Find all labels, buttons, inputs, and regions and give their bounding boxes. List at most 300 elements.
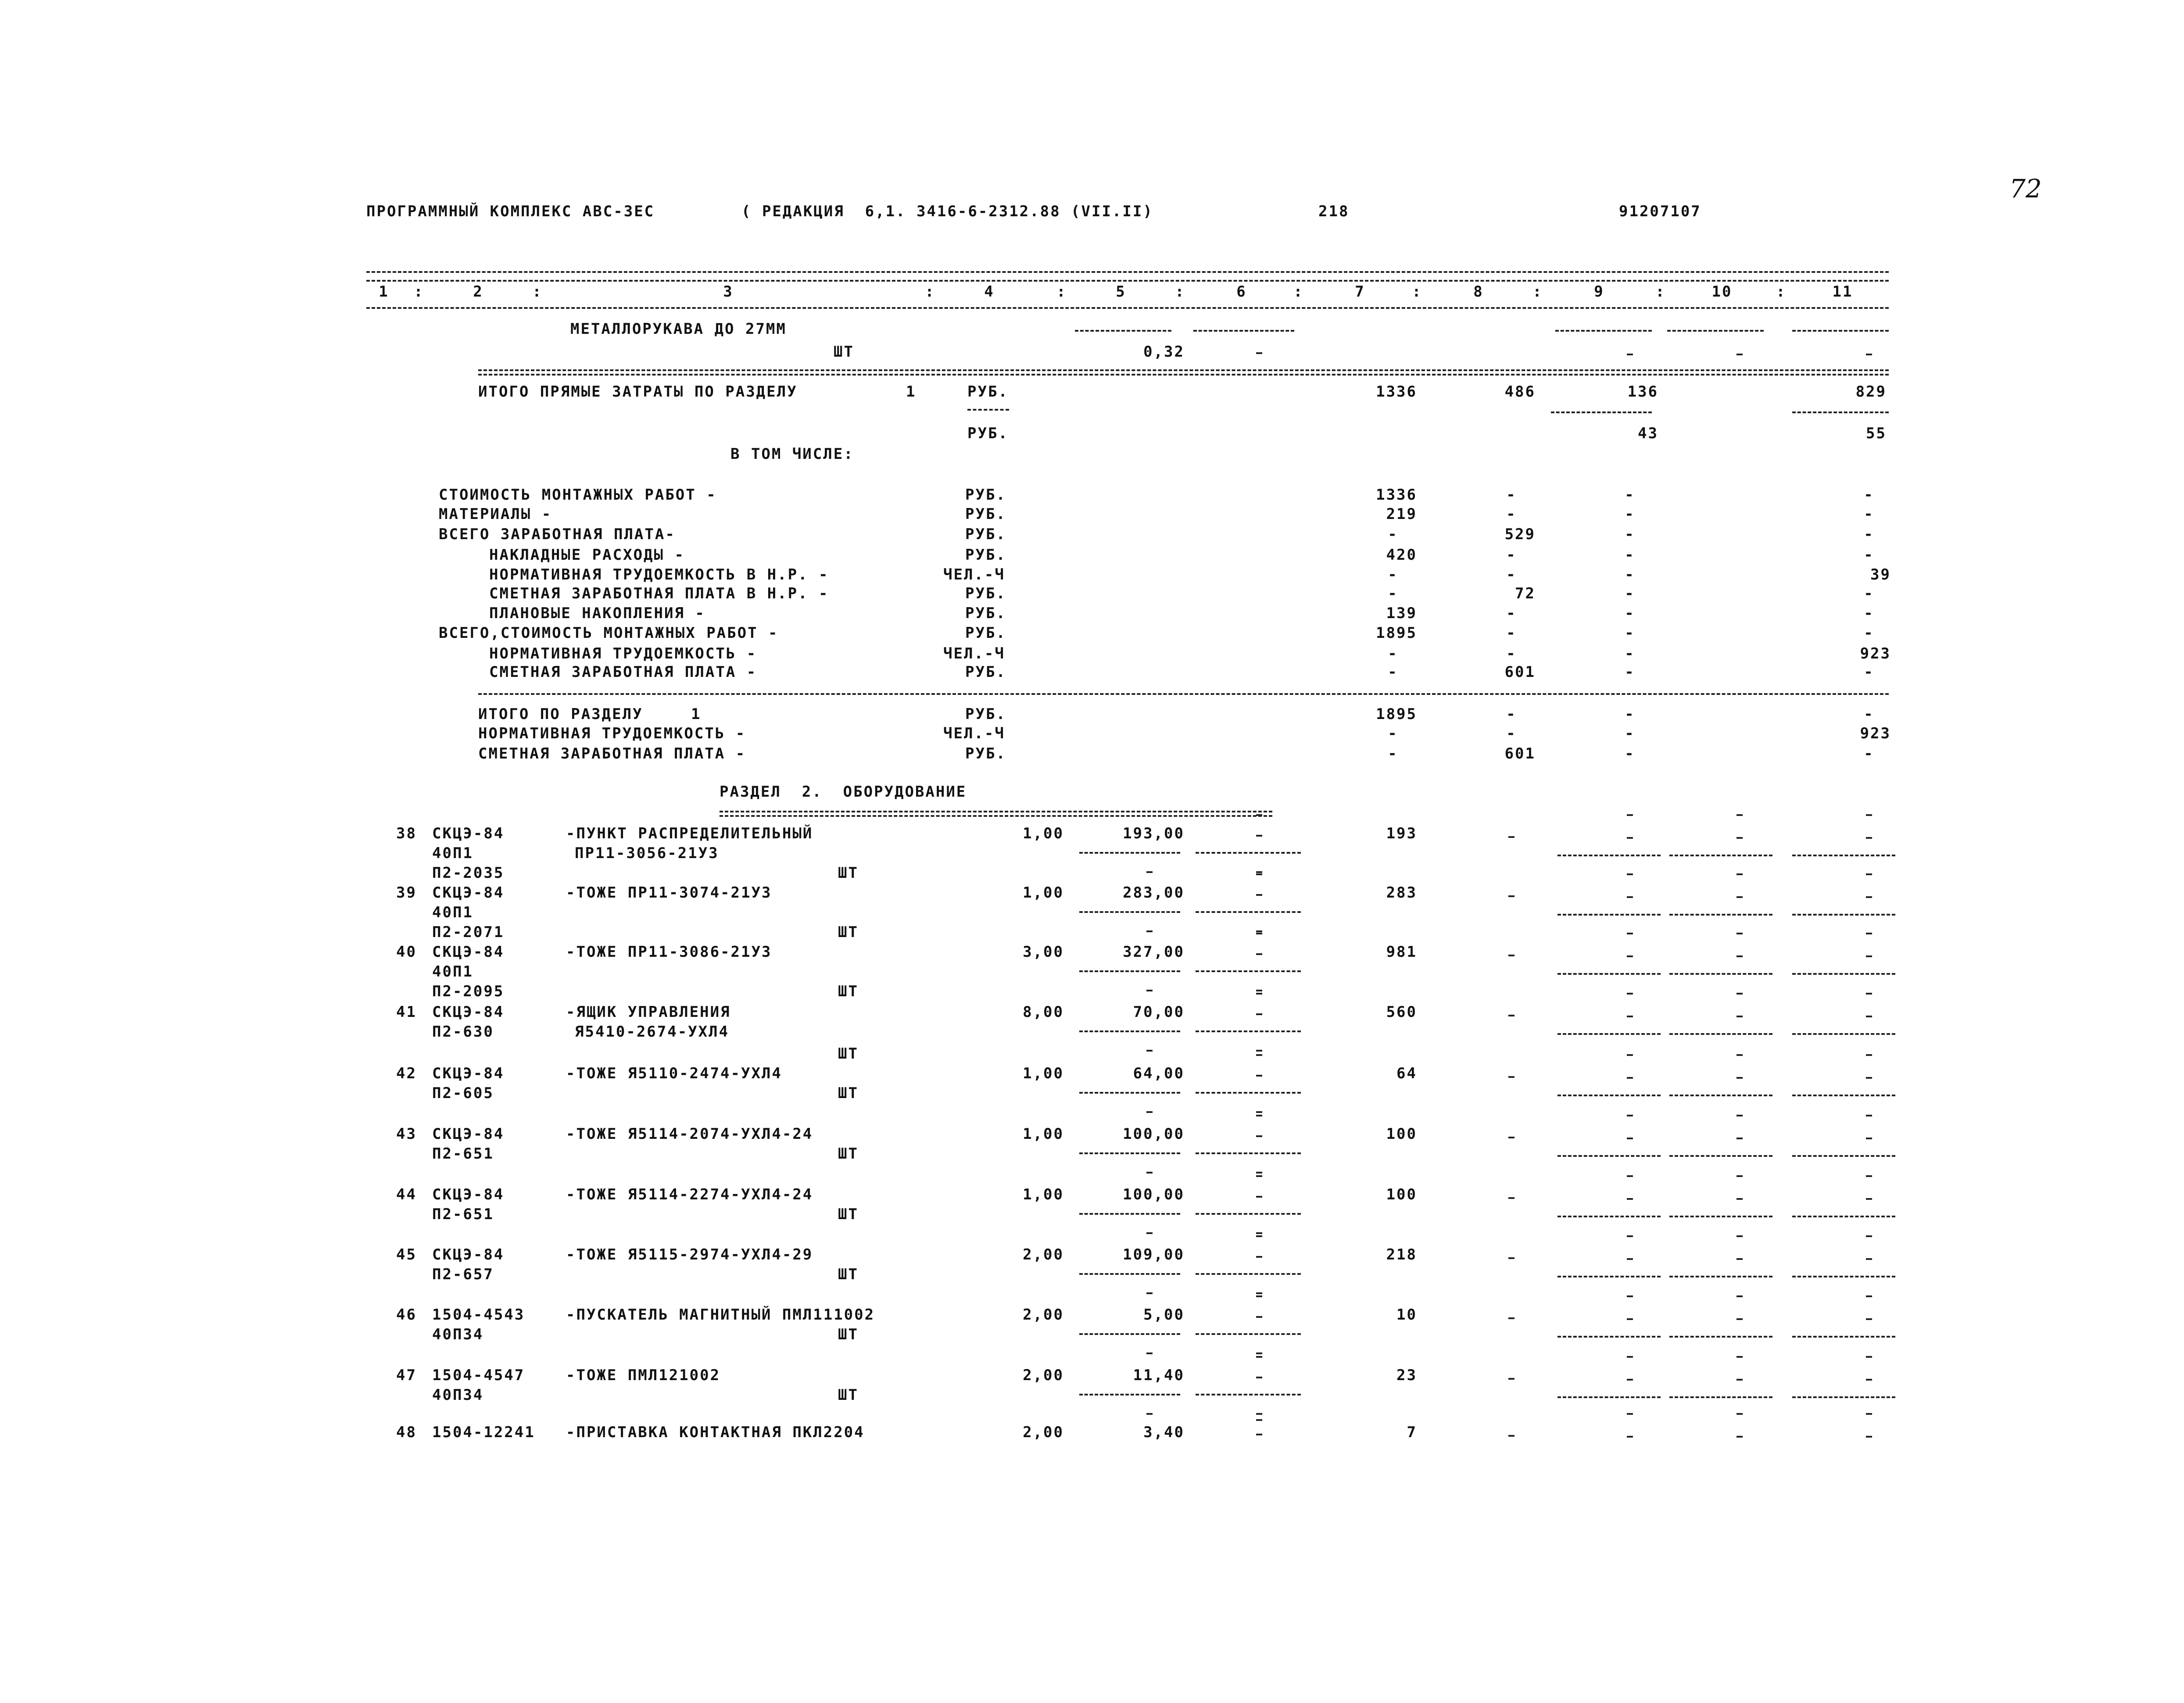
dash-mark xyxy=(1736,993,1743,995)
dash-mark xyxy=(1256,1115,1262,1116)
dash-mark xyxy=(1256,1295,1262,1297)
dash-mark xyxy=(1627,873,1633,875)
item-code: СКЦЭ-84 xyxy=(432,825,505,842)
summary-unit: РУБ. xyxy=(965,605,1006,622)
itogo-c11a: 829 xyxy=(1855,383,1887,401)
rule-line xyxy=(1196,1333,1301,1335)
item-number: 42 xyxy=(396,1065,417,1082)
itogo-razdel-c8: - xyxy=(1506,725,1517,742)
dash-mark xyxy=(1627,993,1633,995)
item-number: 40 xyxy=(396,943,417,961)
item-unit: ШТ xyxy=(838,1084,859,1102)
itogo-c7: 1336 xyxy=(1376,383,1417,401)
item-name: -ПУСКАТЕЛЬ МАГНИТНЫЙ ПМЛ111002 xyxy=(566,1306,875,1324)
dash-mark xyxy=(1866,1016,1872,1017)
itogo-razdel-label: СМЕТНАЯ ЗАРАБОТНАЯ ПЛАТА - xyxy=(478,745,746,762)
summary-c11: - xyxy=(1864,486,1874,504)
v-tom-chisle-label: В ТОМ ЧИСЛЕ: xyxy=(730,445,854,463)
dash-mark xyxy=(1866,1235,1872,1237)
item-code-2: 40П34 xyxy=(432,1326,484,1343)
dash-mark xyxy=(1866,873,1872,875)
dash-mark xyxy=(1146,990,1153,991)
section-2-title: РАЗДЕЛ 2. ОБОРУДОВАНИЕ xyxy=(720,783,967,801)
item-name-2: Я5410-2674-УХЛ4 xyxy=(575,1023,730,1041)
dash-mark xyxy=(1146,1172,1153,1173)
summary-unit: РУБ. xyxy=(965,505,1006,523)
rule-line xyxy=(1079,1394,1180,1395)
item-number: 46 xyxy=(396,1306,417,1324)
dash-mark xyxy=(1256,1292,1262,1294)
dash-mark xyxy=(1256,1419,1262,1421)
dash-mark xyxy=(1146,930,1153,932)
dash-mark xyxy=(1736,873,1743,875)
item-unit: ШТ xyxy=(838,923,859,941)
summary-c7: 420 xyxy=(1386,546,1417,564)
itogo-label: ИТОГО ПРЯМЫЕ ЗАТРАТЫ ПО РАЗДЕЛУ xyxy=(478,383,798,401)
rule-line xyxy=(1079,852,1180,854)
dash-mark xyxy=(1256,1135,1262,1137)
dash-mark xyxy=(1866,1138,1872,1139)
item-price: 3,40 xyxy=(1143,1424,1185,1441)
dash-mark xyxy=(1508,1378,1514,1380)
dash-mark xyxy=(1866,1115,1872,1116)
item-c7: 981 xyxy=(1386,943,1417,961)
dash-mark xyxy=(1866,1379,1872,1381)
dash-mark xyxy=(1146,1413,1153,1415)
item-unit: ШТ xyxy=(838,1386,859,1404)
dash-mark xyxy=(1256,873,1262,875)
itogo-c11b: 55 xyxy=(1866,425,1887,442)
itogo-razdel-unit: РУБ. xyxy=(965,745,1006,762)
item-number: 44 xyxy=(396,1186,417,1203)
rule-line xyxy=(1669,973,1772,975)
dash-mark xyxy=(1736,1258,1743,1260)
item-number: 45 xyxy=(396,1246,417,1263)
column-number: 9 xyxy=(1594,283,1604,301)
itogo-razdel-c8: 601 xyxy=(1504,745,1536,762)
item-unit: ШТ xyxy=(838,1326,859,1343)
itogo-c9b: 43 xyxy=(1638,425,1658,442)
dash-mark xyxy=(1736,1356,1743,1358)
itogo-razdel-c9: - xyxy=(1625,725,1635,742)
rule-line xyxy=(1196,1030,1301,1032)
summary-c8: 601 xyxy=(1504,663,1536,681)
dash-mark xyxy=(1736,1295,1743,1297)
itogo-razdel-c9: - xyxy=(1625,705,1635,723)
row-name: МЕТАЛЛОРУКАВА ДО 27ММ xyxy=(570,320,787,338)
summary-unit: ЧЕЛ.-Ч xyxy=(943,645,1005,662)
dash-mark xyxy=(1256,1356,1262,1358)
summary-c7: - xyxy=(1388,645,1398,662)
rule-line xyxy=(1557,1033,1661,1035)
dash-mark xyxy=(1866,1198,1872,1200)
summary-c11: - xyxy=(1864,605,1874,622)
summary-c11: - xyxy=(1864,663,1874,681)
rule-line xyxy=(1669,914,1772,916)
rule-line xyxy=(1557,1095,1661,1096)
dash-mark xyxy=(1736,1235,1743,1237)
item-price: 327,00 xyxy=(1123,943,1185,961)
rule-line xyxy=(478,369,1889,371)
dash-mark xyxy=(1866,1258,1872,1260)
item-qty: 3,00 xyxy=(1023,943,1064,961)
dash-mark xyxy=(1146,1352,1153,1354)
rule-line xyxy=(1557,973,1661,975)
dash-mark xyxy=(1866,933,1872,934)
itogo-c9a: 136 xyxy=(1627,383,1658,401)
header-sheet: 218 xyxy=(1318,203,1350,220)
itogo-razdel-c11: - xyxy=(1864,745,1874,762)
summary-c8: - xyxy=(1506,566,1517,583)
summary-c9: - xyxy=(1625,566,1635,583)
header-edition: ( РЕДАКЦИЯ 6,1. 3416-6-2312.88 (VII.II) xyxy=(741,203,1153,220)
item-price: 283,00 xyxy=(1123,884,1185,902)
item-name-2: ПР11-3056-21УЗ xyxy=(575,844,719,862)
dash-mark xyxy=(1866,1077,1872,1079)
dash-mark xyxy=(1146,1232,1153,1234)
item-price: 100,00 xyxy=(1123,1125,1185,1143)
dash-mark xyxy=(1736,837,1743,839)
item-qty: 2,00 xyxy=(1023,1424,1064,1441)
itogo-razdel-c7: 1895 xyxy=(1376,705,1417,723)
item-price: 70,00 xyxy=(1133,1003,1185,1021)
dash-mark xyxy=(1736,1077,1743,1079)
dash-mark xyxy=(1256,1111,1262,1113)
item-code: СКЦЭ-84 xyxy=(432,1186,505,1203)
summary-c9: - xyxy=(1625,605,1635,622)
summary-unit: РУБ. xyxy=(965,486,1006,504)
summary-c7: 139 xyxy=(1386,605,1417,622)
summary-c9: - xyxy=(1625,505,1635,523)
dash-mark xyxy=(1256,1316,1262,1318)
dash-mark xyxy=(1736,955,1743,957)
item-name: -ПУНКТ РАСПРЕДЕЛИТЕЛЬНЫЙ xyxy=(566,825,813,842)
item-code-2: 40П34 xyxy=(432,1386,484,1404)
rule-line xyxy=(1557,855,1661,856)
dash-mark xyxy=(1627,1413,1633,1415)
rule-line xyxy=(1792,1095,1895,1096)
summary-c9: - xyxy=(1625,624,1635,642)
summary-unit: РУБ. xyxy=(965,585,1006,602)
item-number: 47 xyxy=(396,1367,417,1384)
summary-unit: РУБ. xyxy=(965,526,1006,543)
rule-line xyxy=(1669,855,1772,856)
summary-c8: - xyxy=(1506,486,1517,504)
dash-mark xyxy=(1256,1235,1262,1237)
item-code-2: 40П1 xyxy=(432,904,473,921)
summary-c8: - xyxy=(1506,546,1517,564)
itogo-razdel-unit: РУБ. xyxy=(965,705,1006,723)
item-name: -ТОЖЕ Я5110-2474-УХЛ4 xyxy=(566,1065,782,1082)
item-unit: ШТ xyxy=(838,864,859,882)
dash-mark xyxy=(1508,1137,1514,1138)
summary-label: СТОИМОСТЬ МОНТАЖНЫХ РАБОТ - xyxy=(439,486,717,504)
itogo-razdel-c7: - xyxy=(1388,725,1398,742)
rule-line xyxy=(1669,1396,1772,1398)
summary-label: ВСЕГО,СТОИМОСТЬ МОНТАЖНЫХ РАБОТ - xyxy=(439,624,779,642)
item-c7: 218 xyxy=(1386,1246,1417,1263)
summary-unit: ЧЕЛ.-Ч xyxy=(943,566,1005,583)
summary-c7: 1895 xyxy=(1376,624,1417,642)
rule-line xyxy=(1792,1276,1895,1277)
itogo-razdel-c11: 923 xyxy=(1860,725,1891,742)
rule-line xyxy=(478,693,1889,695)
itogo-c8: 486 xyxy=(1504,383,1536,401)
itogo-razdel-unit: ЧЕЛ.-Ч xyxy=(943,725,1005,742)
dash-mark xyxy=(1736,1198,1743,1200)
item-code: СКЦЭ-84 xyxy=(432,884,505,902)
item-name: -ТОЖЕ ПР11-3074-21УЗ xyxy=(566,884,772,902)
summary-label: ВСЕГО ЗАРАБОТНАЯ ПЛАТА- xyxy=(439,526,676,543)
item-name: -ТОЖЕ Я5114-2074-УХЛ4-24 xyxy=(566,1125,813,1143)
column-number: 1 xyxy=(379,283,389,301)
dash-mark xyxy=(1256,1256,1262,1258)
rule-line xyxy=(1557,1396,1661,1398)
rule-line xyxy=(1669,1336,1772,1338)
dash-mark xyxy=(1866,1054,1872,1056)
itogo-unit: РУБ. xyxy=(967,383,1009,401)
item-qty: 1,00 xyxy=(1023,1065,1064,1082)
item-c7: 23 xyxy=(1396,1367,1417,1384)
dash-mark xyxy=(1736,814,1743,816)
dash-mark xyxy=(1627,1077,1633,1079)
dash-mark xyxy=(1146,1292,1153,1294)
rule-line xyxy=(366,271,1889,273)
column-number: 5 xyxy=(1116,283,1126,301)
dash-mark xyxy=(1508,1015,1514,1016)
item-qty: 2,00 xyxy=(1023,1246,1064,1263)
column-number: 6 xyxy=(1236,283,1247,301)
rule-line xyxy=(1196,1152,1301,1154)
rule-line xyxy=(1079,1152,1180,1154)
dash-mark xyxy=(1866,1413,1872,1415)
item-name: -ТОЖЕ ПМЛ121002 xyxy=(566,1367,721,1384)
dash-mark xyxy=(1627,1258,1633,1260)
summary-unit: РУБ. xyxy=(965,663,1006,681)
summary-c8: - xyxy=(1506,645,1517,662)
dash-mark xyxy=(1627,1318,1633,1320)
rule-line xyxy=(1792,1033,1895,1035)
rule-line xyxy=(1557,914,1661,916)
column-number: 10 xyxy=(1711,283,1733,301)
dash-mark xyxy=(1866,1436,1872,1438)
itogo-razdel-label: ИТОГО ПО РАЗДЕЛУ xyxy=(478,705,643,723)
column-number: 2 xyxy=(473,283,483,301)
summary-c8: 72 xyxy=(1515,585,1536,602)
summary-c7: - xyxy=(1388,585,1398,602)
dash-mark xyxy=(1146,1111,1153,1113)
itogo-razdel-num: 1 xyxy=(691,705,702,723)
rule-line xyxy=(1792,1336,1895,1338)
summary-c8: - xyxy=(1506,505,1517,523)
dash-mark xyxy=(1508,895,1514,897)
summary-c7: 219 xyxy=(1386,505,1417,523)
rule-line xyxy=(1792,1155,1895,1157)
dash-mark xyxy=(1146,871,1153,873)
summary-c11: - xyxy=(1864,505,1874,523)
summary-c8: - xyxy=(1506,624,1517,642)
rule-line xyxy=(1079,1273,1180,1275)
item-unit: ШТ xyxy=(838,1266,859,1283)
item-code-2: 40П1 xyxy=(432,844,473,862)
item-code-2: 40П1 xyxy=(432,963,473,980)
item-code-2: П2-630 xyxy=(432,1023,494,1041)
rule-line xyxy=(1196,1092,1301,1094)
item-name: -ПРИСТАВКА КОНТАКТНАЯ ПКЛ2204 xyxy=(566,1424,865,1441)
rule-line xyxy=(1196,1213,1301,1215)
dash-mark xyxy=(1256,1050,1262,1052)
dash-mark xyxy=(1627,1175,1633,1177)
summary-c7: - xyxy=(1388,663,1398,681)
item-qty: 1,00 xyxy=(1023,825,1064,842)
item-name: -ТОЖЕ Я5115-2974-УХЛ4-29 xyxy=(566,1246,813,1263)
dash-mark xyxy=(1508,1076,1514,1078)
dash-mark xyxy=(1256,1377,1262,1378)
dash-mark xyxy=(1508,836,1514,838)
item-c7: 283 xyxy=(1386,884,1417,902)
rule-line xyxy=(1079,1213,1180,1215)
dash-mark xyxy=(1866,993,1872,995)
itogo-razdel-c9: - xyxy=(1625,745,1635,762)
dash-mark xyxy=(1627,1379,1633,1381)
dash-mark xyxy=(1256,1434,1262,1435)
summary-c7: - xyxy=(1388,526,1398,543)
column-number: 11 xyxy=(1832,283,1853,301)
item-number: 38 xyxy=(396,825,417,842)
itogo-razdel: 1 xyxy=(906,383,917,401)
summary-label: МАТЕРИАЛЫ - xyxy=(439,505,552,523)
item-name: -ТОЖЕ Я5114-2274-УХЛ4-24 xyxy=(566,1186,813,1203)
item-c7: 7 xyxy=(1407,1424,1417,1441)
item-c7: 64 xyxy=(1396,1065,1417,1082)
rule-line xyxy=(1196,1273,1301,1275)
item-c7: 193 xyxy=(1386,825,1417,842)
summary-c7: - xyxy=(1388,566,1398,583)
item-code-2: П2-657 xyxy=(432,1266,494,1283)
item-code-3: П2-2035 xyxy=(432,864,505,882)
item-number: 43 xyxy=(396,1125,417,1143)
item-qty: 1,00 xyxy=(1023,884,1064,902)
item-code: СКЦЭ-84 xyxy=(432,1065,505,1082)
dash-mark xyxy=(1736,1379,1743,1381)
item-code-3: П2-2095 xyxy=(432,983,505,1000)
summary-c9: - xyxy=(1625,486,1635,504)
rule-line xyxy=(1557,1216,1661,1217)
rule-line xyxy=(1669,1095,1772,1096)
dash-mark xyxy=(1627,896,1633,898)
rule-line xyxy=(1196,911,1301,913)
dash-mark xyxy=(1736,1318,1743,1320)
dash-mark xyxy=(1256,1413,1262,1415)
item-code: 1504-4547 xyxy=(432,1367,525,1384)
item-code: СКЦЭ-84 xyxy=(432,1246,505,1263)
dash-mark xyxy=(1736,1054,1743,1056)
dash-mark xyxy=(1508,1197,1514,1199)
item-price: 193,00 xyxy=(1123,825,1185,842)
dash-mark xyxy=(1866,1356,1872,1358)
header-program: ПРОГРАММНЫЙ КОМПЛЕКС АВС-ЗЕС xyxy=(366,203,655,220)
rule-line xyxy=(1196,1394,1301,1395)
dash-mark xyxy=(1256,1013,1262,1015)
itogo-razdel-label: НОРМАТИВНАЯ ТРУДОЕМКОСТЬ - xyxy=(478,725,746,742)
document-page: 72 ПРОГРАММНЫЙ КОМПЛЕКС АВС-ЗЕС ( РЕДАКЦИЯ 6,1. 3416-6-2312.88 (VII.II) 218 91207107 1 2 3 4 5 6 7 8 9 10 11 : : : : : : : : : : МЕТАЛЛОРУКАВА ДО 27ММ ШТ 0,32 ИТОГО ПРЯМЫЕ ЗАТРАТЫ ПО РАЗДЕЛУ 1 РУБ. 1336 486 136 829 РУБ. 43 55 В ТОМ ЧИСЛЕ: СТОИМОСТЬ МОНТАЖНЫХ РАБОТ - РУБ. 1336 - - - МАТЕРИАЛЫ - РУБ. 219 - - - ВСЕГО ЗАРАБОТНАЯ ПЛАТА- РУБ. - 529 - - НАКЛАДНЫЕ РАСХОДЫ - РУБ. 420 - - - НОРМАТИВНАЯ ТРУДОЕМКОСТЬ В Н.Р. - ЧЕЛ.-Ч - - - 39 СМЕТНАЯ ЗАРАБОТНАЯ ПЛАТА В Н.Р. - РУБ. - 72 - - ПЛАНОВЫЕ НАКОПЛЕНИЯ - РУБ. 139 - - - ВСЕГО,СТОИМОСТЬ МОНТАЖНЫХ РАБОТ - РУБ. 1895 - - - НОРМАТИВНАЯ ТРУДОЕМКОСТЬ - ЧЕЛ.-Ч - - - 923 СМЕТНАЯ ЗАРАБОТНАЯ ПЛАТА - РУБ. - 601 - - ИТОГО ПО РАЗДЕЛУ 1 РУБ. 1895 - - - НОРМАТИВНАЯ ТРУДОЕМКОСТЬ - ЧЕЛ.-Ч - - - 923 СМЕТНАЯ ЗАРАБОТНАЯ ПЛАТА - РУБ. - 601 - - РАЗДЕЛ 2. ОБОРУДОВАНИЕ 38 СКЦЭ-84 40П1 П2-2035 -ПУНКТ РАСПРЕДЕЛИТЕЛЬНЫЙ ПР11-3056-21УЗ ШТ 1,00 193,00 193 39 СКЦЭ-84 40П1 П2-2071 -ТОЖЕ ПР11-3074-21УЗ ШТ 1,00 283,00 283 40 СКЦЭ-84 40П1 П2-2095 -ТОЖЕ ПР11-3086-21УЗ ШТ 3,00 327,00 981 41 СКЦЭ-84 П2-630 -ЯЩИК УПРАВЛЕНИЯ Я5410-2674-УХЛ4 ШТ 8,00 70,00 560 42 СКЦЭ-84 П2-605 -ТОЖЕ Я5110-2474-УХЛ4 ШТ 1,00 64,00 64 43 СКЦЭ-84 П2-651 -ТОЖЕ Я5114-2074-УХЛ4-24 ШТ 1,00 100,00 100 44 СКЦЭ-84 П2-651 -ТОЖЕ Я5114-2274-УХЛ4-24 ШТ 1,00 100,00 100 45 СКЦЭ-84 П2-657 -ТОЖЕ Я5115-2974-УХЛ4-29 ШТ 2,00 109,00 218 46 1504-4543 40П34 -ПУСКАТЕЛЬ МАГНИТНЫЙ ПМЛ111002 ШТ 2,00 5,00 10 47 1504-4547 40П34 -ТОЖЕ ПМЛ121002 ШТ 2,00 11,40 23 48 1504-12241 -ПРИСТАВКА КОНТАКТНАЯ ПКЛ2204 2,00 3,40 7 xyxy=(366,174,2042,1441)
dash-mark xyxy=(1256,953,1262,955)
dash-mark xyxy=(1627,1138,1633,1139)
dash-mark xyxy=(1627,1198,1633,1200)
item-code: СКЦЭ-84 xyxy=(432,1125,505,1143)
rule-line xyxy=(1669,1033,1772,1035)
rule-line xyxy=(1557,1276,1661,1277)
dash-mark xyxy=(1256,1232,1262,1234)
rule-line xyxy=(1792,973,1895,975)
dash-mark xyxy=(1736,1016,1743,1017)
item-unit: ШТ xyxy=(838,1145,859,1163)
rule-line xyxy=(1792,914,1895,916)
item-unit: ШТ xyxy=(838,1206,859,1223)
summary-c11: - xyxy=(1864,546,1874,564)
item-unit: ШТ xyxy=(838,1045,859,1063)
rule-line xyxy=(1079,1333,1180,1335)
dash-mark xyxy=(1627,814,1633,816)
dash-mark xyxy=(1256,871,1262,873)
item-price: 11,40 xyxy=(1133,1367,1185,1384)
rule-line xyxy=(1669,1155,1772,1157)
rule-line xyxy=(1557,1336,1661,1338)
item-qty: 1,00 xyxy=(1023,1186,1064,1203)
dash-mark xyxy=(1736,896,1743,898)
dash-mark xyxy=(1736,1115,1743,1116)
item-code: 1504-4543 xyxy=(432,1306,525,1324)
dash-mark xyxy=(1736,1413,1743,1415)
summary-c11: - xyxy=(1864,585,1874,602)
dash-mark xyxy=(1736,1175,1743,1177)
page-number: 72 xyxy=(2009,174,2042,204)
summary-label: ПЛАНОВЫЕ НАКОПЛЕНИЯ - xyxy=(489,605,705,622)
itogo-unit-2: РУБ. xyxy=(967,425,1009,442)
dash-mark xyxy=(1866,1295,1872,1297)
summary-c9: - xyxy=(1625,526,1635,543)
dash-mark xyxy=(1866,896,1872,898)
item-c7: 560 xyxy=(1386,1003,1417,1021)
column-number: 7 xyxy=(1355,283,1365,301)
summary-c11: 39 xyxy=(1870,566,1891,583)
row-unit: ШТ xyxy=(834,343,854,361)
rule-line xyxy=(1557,1155,1661,1157)
dash-mark xyxy=(1256,930,1262,932)
rule-line xyxy=(1079,1092,1180,1094)
item-price: 109,00 xyxy=(1123,1246,1185,1263)
section-underline xyxy=(720,811,1272,812)
dash-mark xyxy=(1627,1356,1633,1358)
dash-mark xyxy=(1256,990,1262,991)
dash-mark xyxy=(1736,1138,1743,1139)
item-code-2: П2-605 xyxy=(432,1084,494,1102)
item-code-3: П2-2071 xyxy=(432,923,505,941)
dash-mark xyxy=(1736,1436,1743,1438)
rule-line xyxy=(1792,855,1895,856)
dash-mark xyxy=(1508,1435,1514,1437)
item-code: СКЦЭ-84 xyxy=(432,1003,505,1021)
summary-c8: 529 xyxy=(1504,526,1536,543)
column-number: 8 xyxy=(1473,283,1484,301)
dash-mark xyxy=(1866,1175,1872,1177)
rule-line xyxy=(1079,1030,1180,1032)
item-qty: 2,00 xyxy=(1023,1306,1064,1324)
itogo-razdel-c8: - xyxy=(1506,705,1517,723)
dash-mark xyxy=(1866,1318,1872,1320)
rule-line xyxy=(1669,1216,1772,1217)
item-unit: ШТ xyxy=(838,983,859,1000)
